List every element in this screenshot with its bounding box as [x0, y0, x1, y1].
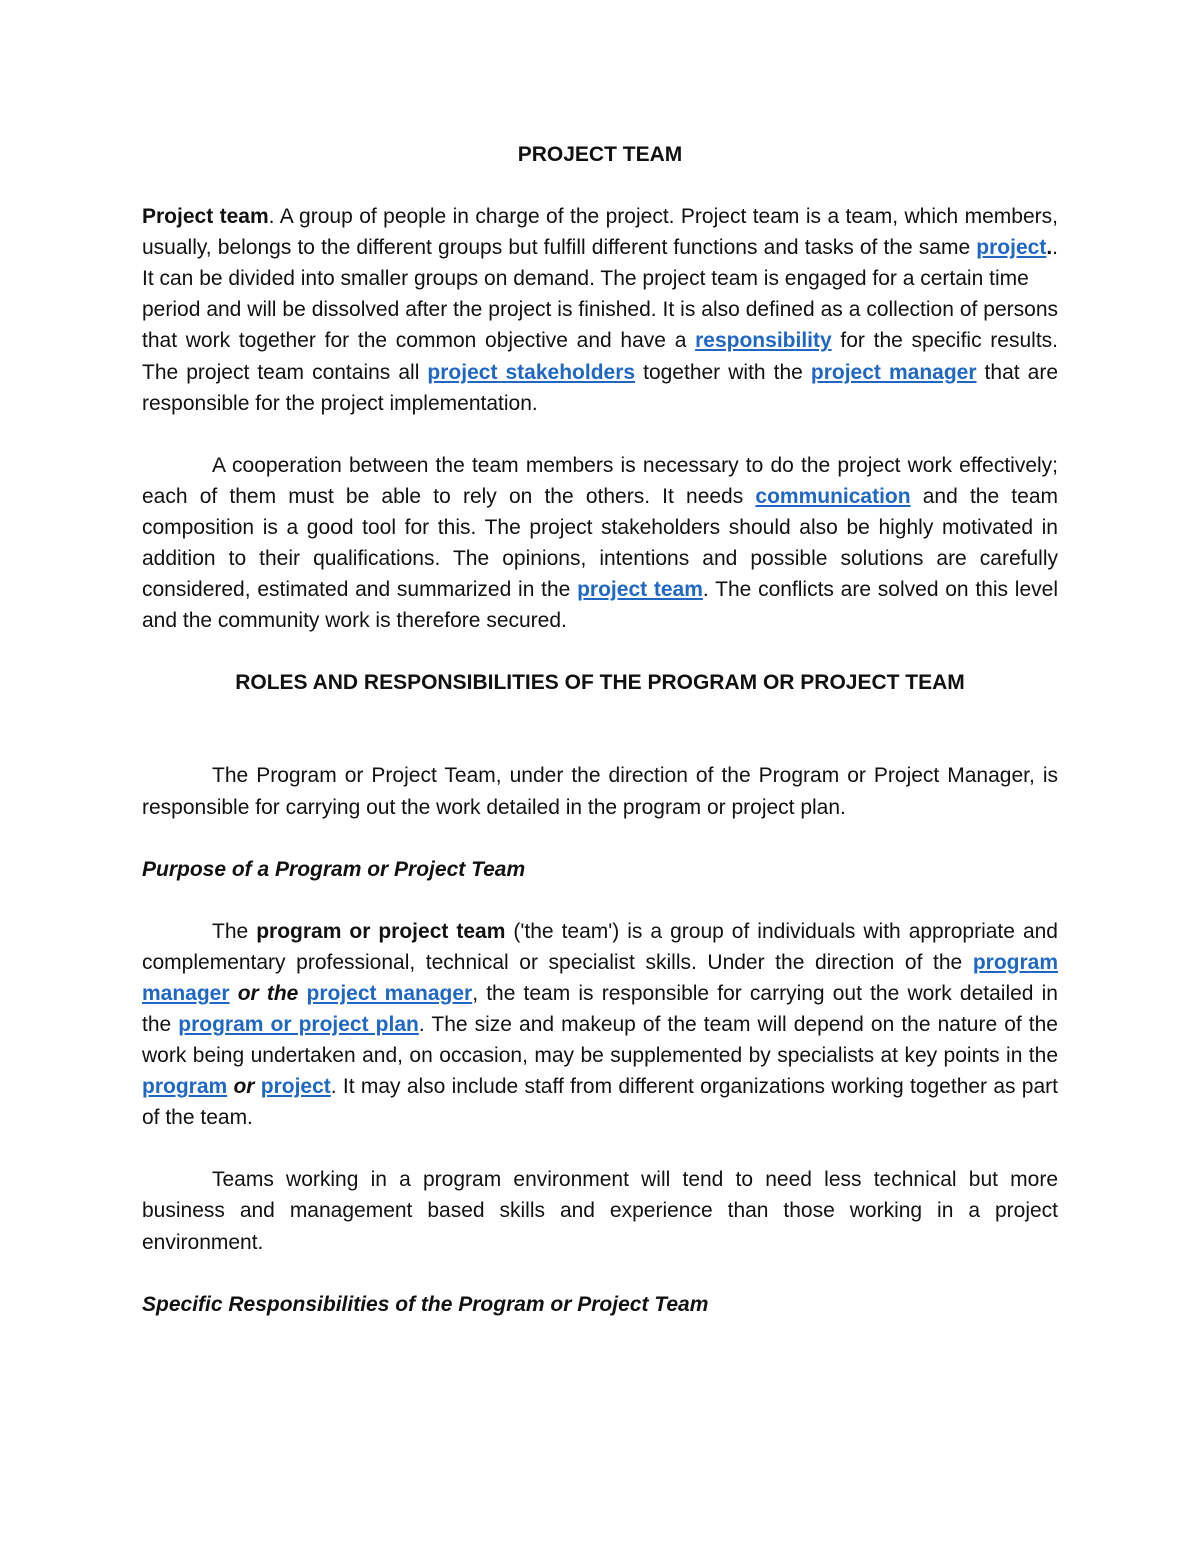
link-program-manager[interactable]: program manager	[142, 950, 1058, 1005]
link-project-team[interactable]: project team	[577, 578, 703, 602]
link-project-manager[interactable]: project manager	[810, 360, 977, 384]
link-responsibility[interactable]: responsibility	[695, 329, 832, 353]
specific-responsibilities-heading: Specific Responsibilities of the Program or Project Team	[142, 1292, 709, 1316]
purpose-heading: Purpose of a Program or Project Team	[142, 857, 526, 881]
roles-intro-paragraph: The Program or Project Team, under the direction of the Program or Project Manager, is responsible for carrying out the work detailed in the program or project plan.	[142, 764, 1058, 819]
link-communication[interactable]: communication	[755, 484, 911, 508]
term-project-team: Project team	[142, 205, 269, 229]
link-project[interactable]: project	[976, 236, 1047, 260]
link-program[interactable]: program	[142, 1075, 228, 1099]
link-project-manager-2[interactable]: project manager	[306, 981, 473, 1005]
purpose-paragraph: The program or project team ('the team') is a group of individuals with appropriate and complementary professional, technical or specialist skills. Under the direction of the program manager or the project manager, the team is responsible for carrying out the work detailed in the program or project plan. The size and makeup of the team will depend on the nature of the work being undertaken and, on occasion, may be supplemented by specialists at key points in the program or project. It may also include staff from different organizations working together as part of the team.	[142, 919, 1058, 1130]
cooperation-paragraph: A cooperation between the team members is necessary to do the project work effectively; each of them must be able to rely on the others. It needs communication and the team composition is a good tool for this. The project stakeholders should also be highly motivated in addition to their qualifications. The opinions, intentions and possible solutions are carefully considered, estimated and summarized in the project team. The conflicts are solved on this level and the community work is therefore secured.	[142, 453, 1058, 633]
link-project-2[interactable]: project	[260, 1075, 331, 1099]
document-page	[142, 139, 1058, 1320]
page-title: PROJECT TEAM	[517, 143, 683, 166]
teams-paragraph: Teams working in a program environment will tend to need less technical but more business and management based skills and experience than those working in a project environment.	[142, 1168, 1058, 1254]
roles-heading: ROLES AND RESPONSIBILITIES OF THE PROGRAM OR PROJECT TEAM	[235, 671, 965, 695]
definition-paragraph: Project team. A group of people in charge of the project. Project team is a team, which members, usually, belongs to the different groups but fulfill different functions and tasks of the same project.. It can be divided into smaller groups on demand. The project team is engaged for a certain time	[142, 205, 1058, 291]
link-program-or-project-plan[interactable]: program or project plan	[178, 1012, 419, 1036]
definition-paragraph-continued: period and will be dissolved after the project is finished. It is also defined as a collection of persons that work together for the common objective and have a responsibility for the specific results. The project team contains all project stakeholders together with the project manager that are responsible for the project implementation.	[142, 298, 1058, 415]
link-project-stakeholders[interactable]: project stakeholders	[427, 360, 636, 384]
term-program-or-project-team: program or project team	[256, 919, 506, 943]
